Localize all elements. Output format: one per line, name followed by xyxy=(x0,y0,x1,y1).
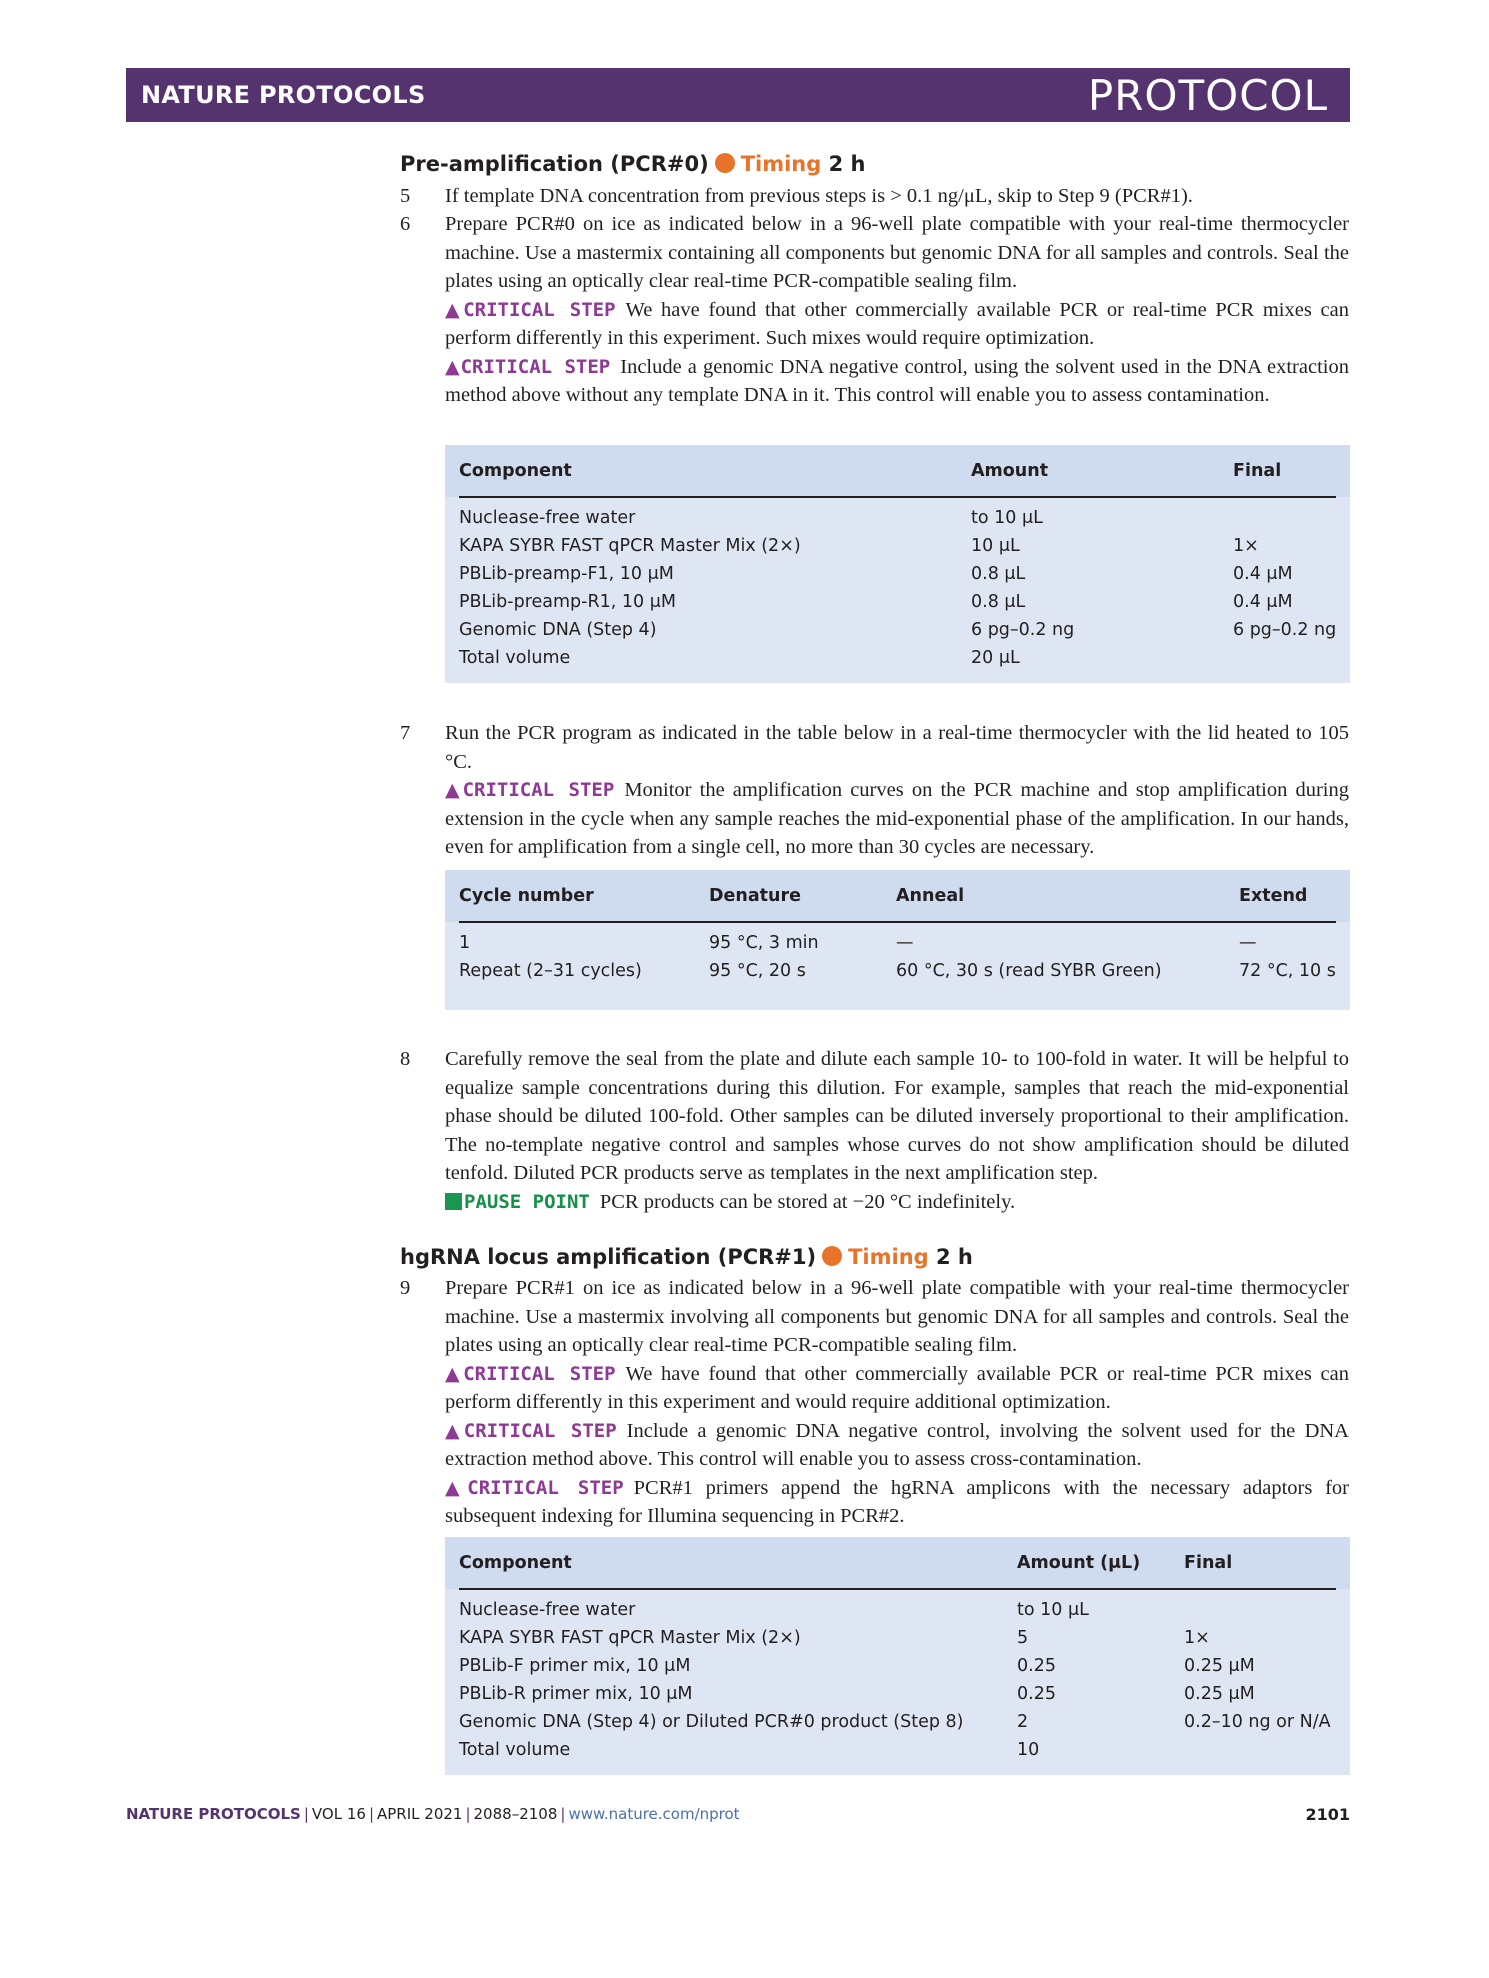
table-cell: Total volume xyxy=(459,648,571,668)
table-cell: 2 xyxy=(1017,1712,1029,1732)
column-header: Amount (μL) xyxy=(1017,1553,1141,1573)
triangle-icon: ▲ xyxy=(445,1476,468,1499)
pause-point-note: PAUSE POINT PCR products can be stored at −20 °C indefinitely. xyxy=(445,1188,1349,1217)
critical-step-note: ▲CRITICAL STEP We have found that other commercially available PCR or real-time PCR mixes can perform differently in this experiment and would require additional optimization. xyxy=(445,1362,1349,1413)
table-cell: 1× xyxy=(1184,1628,1210,1648)
header-rule xyxy=(459,921,1336,923)
table-cell: 0.4 μM xyxy=(1233,592,1293,612)
table-cell: Nuclease-free water xyxy=(459,1600,636,1620)
column-header: Anneal xyxy=(896,886,965,906)
critical-step-label: ▲CRITICAL STEP xyxy=(445,1362,616,1385)
table-cell: 95 °C, 20 s xyxy=(709,961,806,981)
table-cell: 0.2–10 ng or N/A xyxy=(1184,1712,1331,1732)
table-cell: to 10 μL xyxy=(1017,1600,1089,1620)
journal-name: NATURE PROTOCOLS xyxy=(141,81,426,109)
footer-separator: | xyxy=(465,1805,471,1823)
table-cell: 0.8 μL xyxy=(971,592,1026,612)
critical-step-label: ▲CRITICAL STEP xyxy=(445,298,616,321)
step-7 xyxy=(400,719,1349,864)
section-heading-preamp xyxy=(400,152,865,176)
triangle-icon: ▲ xyxy=(445,298,464,321)
table-cell: KAPA SYBR FAST qPCR Master Mix (2×) xyxy=(459,536,801,556)
critical-step-note: ▲CRITICAL STEP We have found that other commercially available PCR or real-time PCR mixes can perform differently in this experiment. Such mixes would require optimization. xyxy=(445,298,1349,349)
critical-step-note: ▲CRITICAL STEP Monitor the amplification curves on the PCR machine and stop amplification during extension in the cycle when any sample reaches the mid-exponential phase of the amplification. In our hands, even for amplification from a single cell, no more than 30 cycles are necessary. xyxy=(445,779,1349,858)
column-header: Final xyxy=(1184,1553,1233,1573)
pcr-program-table xyxy=(445,870,1350,1010)
column-header: Amount xyxy=(971,461,1049,481)
table-cell: — xyxy=(1239,933,1257,953)
step-5 xyxy=(400,182,1349,212)
table-cell: 0.25 μM xyxy=(1184,1656,1255,1676)
critical-step-label: ▲CRITICAL STEP xyxy=(445,779,615,801)
article-type: PROTOCOL xyxy=(1087,71,1328,120)
table-cell: 20 μL xyxy=(971,648,1020,668)
table-cell: Repeat (2–31 cycles) xyxy=(459,961,642,981)
table-cell: Genomic DNA (Step 4) xyxy=(459,620,657,640)
table-cell: 1× xyxy=(1233,536,1259,556)
column-header: Component xyxy=(459,461,572,481)
table-cell: PBLib-preamp-F1, 10 μM xyxy=(459,564,674,584)
footer-volume: VOL 16 xyxy=(311,1805,366,1823)
timing-value: 2 h xyxy=(828,152,866,176)
table-cell: KAPA SYBR FAST qPCR Master Mix (2×) xyxy=(459,1628,801,1648)
table-cell: 10 xyxy=(1017,1740,1040,1760)
footer-url-link[interactable]: www.nature.com/nprot xyxy=(568,1805,740,1823)
table-cell: 5 xyxy=(1017,1628,1029,1648)
critical-step-label: ▲CRITICAL STEP xyxy=(445,1419,617,1442)
step-text: Prepare PCR#0 on ice as indicated below in a 96-well plate compatible with your real-time thermocycler machine. Use a mastermix containing all components but genomic DNA for all samples and controls. Seal the plates using an optically clear real-time PCR-compatible sealing film. xyxy=(445,213,1349,292)
step-text: Run the PCR program as indicated in the table below in a real-time thermocycler with the lid heated to 105 °C. xyxy=(445,722,1349,773)
header-rule xyxy=(459,496,1336,498)
step-text: Carefully remove the seal from the plate and dilute each sample 10- to 100-fold in water. It will be helpful to equalize sample concentrations during this dilution. For example, samples that reach the mid-exponential phase should be diluted 100-fold. Other samples can be diluted inversely proportional to their amplification. The no-template negative control and samples whose curves do not show amplification should be diluted tenfold. Diluted PCR products serve as templates in the next amplification step. xyxy=(445,1048,1349,1184)
table-cell: PBLib-R primer mix, 10 μM xyxy=(459,1684,693,1704)
table-cell: Nuclease-free water xyxy=(459,508,636,528)
timing-label: Timing xyxy=(848,1245,929,1269)
column-header: Component xyxy=(459,1553,572,1573)
triangle-icon: ▲ xyxy=(445,779,463,801)
section-title: hgRNA locus amplification (PCR#1) xyxy=(400,1245,817,1269)
pause-point-label: PAUSE POINT xyxy=(445,1191,590,1213)
pcr0-reaction-table xyxy=(445,445,1350,683)
footer-pages: 2088–2108 xyxy=(473,1805,558,1823)
footer-journal: NATURE PROTOCOLS xyxy=(126,1805,301,1823)
table-cell: 0.25 μM xyxy=(1184,1684,1255,1704)
table-cell: 0.8 μL xyxy=(971,564,1026,584)
pcr1-reaction-table xyxy=(445,1537,1350,1775)
table-cell: PBLib-F primer mix, 10 μM xyxy=(459,1656,691,1676)
column-header: Final xyxy=(1233,461,1282,481)
timing-dot-icon xyxy=(822,1246,842,1266)
timing-label: Timing xyxy=(740,152,822,176)
step-number: 6 xyxy=(400,213,411,235)
triangle-icon: ▲ xyxy=(445,355,461,378)
table-cell: Genomic DNA (Step 4) or Diluted PCR#0 product (Step 8) xyxy=(459,1712,964,1732)
footer-separator: | xyxy=(560,1805,566,1823)
table-cell: 0.4 μM xyxy=(1233,564,1293,584)
step-number: 7 xyxy=(400,722,411,744)
table-cell: 95 °C, 3 min xyxy=(709,933,819,953)
critical-step-label: ▲CRITICAL STEP xyxy=(445,1476,624,1499)
page-number: 2101 xyxy=(1305,1805,1350,1824)
timing-value: 2 h xyxy=(936,1245,973,1269)
step-8 xyxy=(400,1045,1349,1220)
step-number: 5 xyxy=(400,185,411,207)
footer-date: APRIL 2021 xyxy=(377,1805,463,1823)
footer-separator: | xyxy=(303,1805,309,1823)
step-text: If template DNA concentration from previous steps is > 0.1 ng/μL, skip to Step 9 (PCR#1). xyxy=(445,185,1193,207)
footer-separator: | xyxy=(368,1805,374,1823)
step-text: Prepare PCR#1 on ice as indicated below in a 96-well plate compatible with your real-time thermocycler machine. Use a mastermix involving all components but genomic DNA for all samples and controls. Seal the plates using an optically clear real-time PCR-compatible sealing film. xyxy=(445,1277,1349,1356)
section-title: Pre-amplification (PCR#0) xyxy=(400,152,709,176)
table-cell: 72 °C, 10 s xyxy=(1239,961,1336,981)
critical-step-note: ▲CRITICAL STEP Include a genomic DNA negative control, involving the solvent used for the DNA extraction method above. This control will enable you to assess cross-contamination. xyxy=(445,1419,1349,1470)
table-cell: 10 μL xyxy=(971,536,1020,556)
table-cell: 0.25 xyxy=(1017,1656,1056,1676)
square-icon xyxy=(445,1193,462,1210)
table-cell: 0.25 xyxy=(1017,1684,1056,1704)
triangle-icon: ▲ xyxy=(445,1419,464,1442)
step-6 xyxy=(400,210,1349,440)
step-9 xyxy=(400,1274,1349,1532)
table-cell: 6 pg–0.2 ng xyxy=(971,620,1075,640)
table-cell: — xyxy=(896,933,914,953)
table-cell: to 10 μL xyxy=(971,508,1043,528)
page-footer xyxy=(126,1805,1350,1823)
critical-step-label: ▲CRITICAL STEP xyxy=(445,355,611,378)
table-cell: 1 xyxy=(459,933,471,953)
triangle-icon: ▲ xyxy=(445,1362,464,1385)
table-cell: PBLib-preamp-R1, 10 μM xyxy=(459,592,676,612)
journal-banner xyxy=(126,68,1350,122)
table-header xyxy=(445,445,1350,497)
table-cell: 6 pg–0.2 ng xyxy=(1233,620,1337,640)
timing-dot-icon xyxy=(715,153,735,173)
column-header: Cycle number xyxy=(459,886,594,906)
header-rule xyxy=(459,1588,1336,1590)
step-number: 9 xyxy=(400,1277,411,1299)
critical-step-note: ▲CRITICAL STEP Include a genomic DNA negative control, using the solvent used in the DNA extraction method above without any template DNA in it. This control will enable you to assess contamination. xyxy=(445,355,1349,406)
section-heading-hgrna xyxy=(400,1245,973,1269)
table-cell: Total volume xyxy=(459,1740,571,1760)
column-header: Denature xyxy=(709,886,801,906)
column-header: Extend xyxy=(1239,886,1308,906)
step-number: 8 xyxy=(400,1048,411,1070)
critical-step-note: ▲CRITICAL STEP PCR#1 primers append the hgRNA amplicons with the necessary adaptors for subsequent indexing for Illumina sequencing in PCR#2. xyxy=(445,1476,1349,1527)
table-cell: 60 °C, 30 s (read SYBR Green) xyxy=(896,961,1162,981)
